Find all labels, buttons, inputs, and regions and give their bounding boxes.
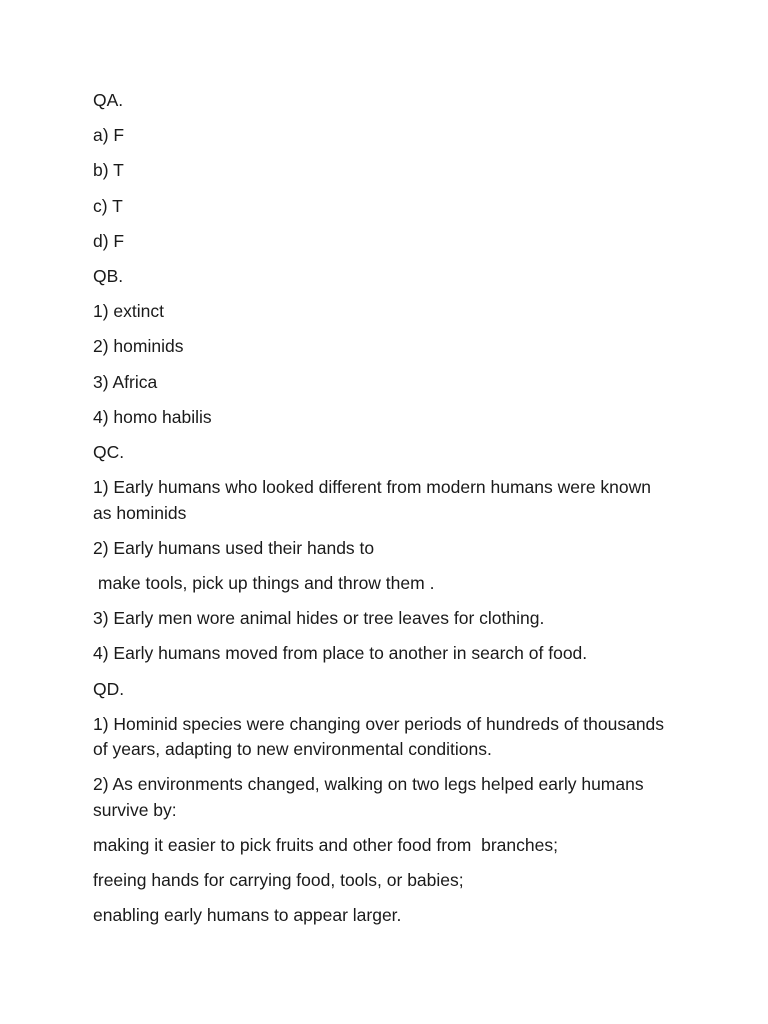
answer-qd-2: 2) As environments changed, walking on two legs helped early humans survive by: (93, 774, 649, 820)
answer-qb-3: 3) Africa (93, 371, 158, 392)
heading-qd: QD. (93, 678, 125, 699)
answer-qa-a: a) F (93, 125, 125, 146)
document-body (93, 88, 668, 939)
answer-qb-1: 1) extinct (93, 301, 164, 322)
answer-qa-d: d) F (93, 230, 125, 251)
answer-qc-3: 3) Early men wore animal hides or tree leaves for clothing. (93, 608, 545, 629)
answer-qd-2-point-3: enabling early humans to appear larger. (93, 905, 402, 926)
answer-qd-2-point-1: making it easier to pick fruits and other food from branches; (93, 835, 558, 856)
answer-qa-b: b) T (93, 160, 124, 181)
answer-qb-2: 2) hominids (93, 336, 184, 357)
heading-qc: QC. (93, 441, 125, 462)
heading-qb: QB. (93, 265, 124, 286)
answer-qc-2: 2) Early humans used their hands to (93, 537, 375, 558)
answer-qb-4: 4) homo habilis (93, 406, 212, 427)
answer-qa-c: c) T (93, 195, 123, 216)
answer-qd-1: 1) Hominid species were changing over periods of hundreds of thousands of years, adapting to new environmental conditions. (93, 713, 669, 760)
answer-qc-2-continued: make tools, pick up things and throw them . (93, 572, 435, 593)
answer-qc-4: 4) Early humans moved from place to another in search of food. (93, 643, 588, 664)
answer-qd-2-point-2: freeing hands for carrying food, tools, or babies; (93, 870, 464, 891)
answer-qc-1: 1) Early humans who looked different from modern humans were known as hominids (93, 477, 656, 523)
heading-qa: QA. (93, 90, 124, 110)
